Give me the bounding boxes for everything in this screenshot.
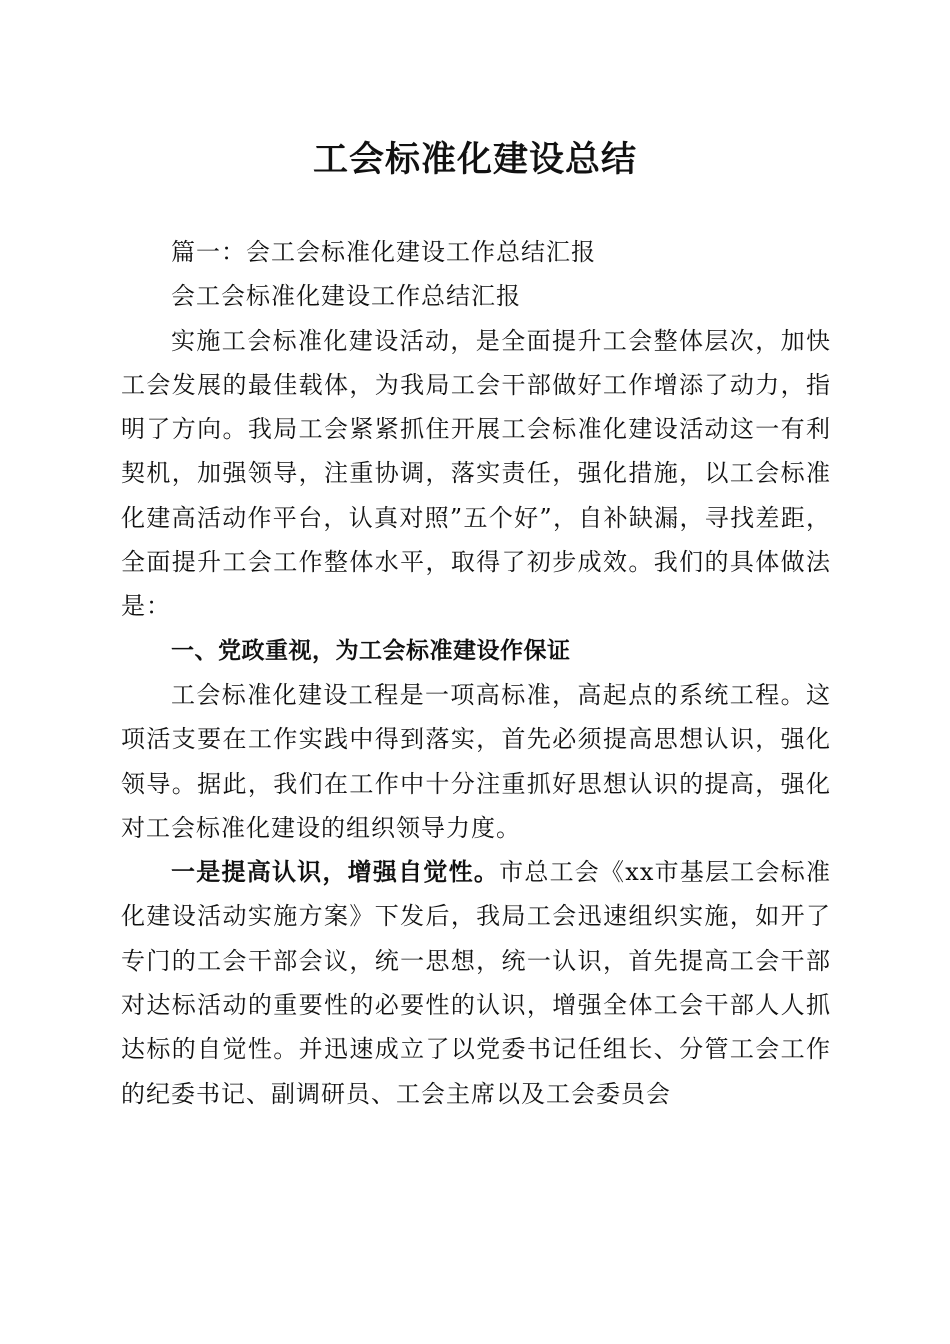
intro-paragraph: 实施工会标准化建设活动，是全面提升工会整体层次，加快工会发展的最佳载体，为我局工会干部做好工作增添了动力，指明了方向。我局工会紧紧抓住开展工会标准化建设活动这一有利契机，加强领导，注重协调，落实责任，强化措施，以工会标准化建高活动作平台，认真对照”五个好”，自补缺漏，寻找差距，全面提升工会工作整体水平，取得了初步成效。我们的具体做法是： [121,326,831,621]
paragraph-2: 工会标准化建设工程是一项高标准，高起点的系统工程。这项活支要在工作实践中得到落实，首先必须提高思想认识，强化领导。据此，我们在工作中十分注重抓好思想认识的提高，强化对工会标准化建设的组织领导力度。 [121,680,831,842]
paragraph-3 [121,850,831,1116]
paragraph-3-lead: 一是提高认识，增强自觉性。 [171,857,500,887]
document-subtitle: 会工会标准化建设工作总结汇报 [171,282,521,311]
section-label: 篇一：会工会标准化建设工作总结汇报 [171,238,596,266]
document-title: 工会标准化建设总结 [312,139,637,180]
document-body [121,230,831,1116]
section-heading-1: 一、党政重视，为工会标准建设作保证 [171,637,571,664]
paragraph-3-body: 市总工会《xx市基层工会标准化建设活动实施方案》下发后，我局工会迅速组织实施，如开了专门的工会干部会议，统一思想，统一认识，首先提高工会干部对达标活动的重要性的必要性的认识，增强全体工会干部人人抓达标的自觉性。并迅速成立了以党委书记任组长、分管工会工作的纪委书记、副调研员、工会主席以及工会委员会 [121,858,832,1108]
